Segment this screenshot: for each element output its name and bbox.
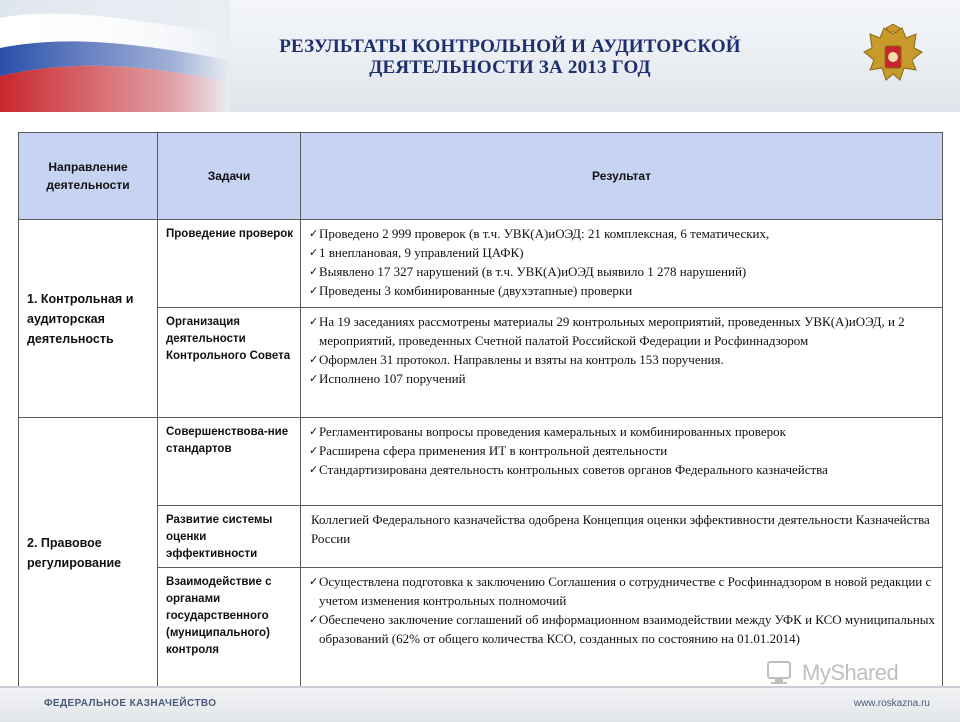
check-icon: ✓ [309, 284, 319, 297]
result-item: ✓ Обеспечено заключение соглашений об информационном взаимодействии между УФК и КСО муниципальных образований (62% от общего количества КСО, созданных по состоянию на 01.01.2014) [309, 612, 935, 646]
result-item: ✓ 1 внеплановая, 9 управлений ЦАФК) [309, 245, 524, 260]
check-icon: ✓ [309, 425, 319, 438]
eagle-emblem-icon [862, 24, 924, 92]
table-row [19, 308, 943, 418]
check-icon: ✓ [309, 575, 319, 588]
result-item: ✓ На 19 заседаниях рассмотрены материалы 29 контрольных мероприятий, проведенных УВК(А)иОЭД, и 2 мероприятий, проведенных Счетной палатой Российской Федерации и Росфиннадзором [309, 314, 905, 348]
check-icon: ✓ [309, 444, 319, 457]
result-item: ✓ Исполнено 107 поручений [309, 371, 466, 386]
check-icon: ✓ [309, 372, 319, 385]
direction-cell-1: 1. Контрольная и аудиторская деятельность [19, 220, 158, 418]
result-cell [301, 418, 943, 506]
russian-flag-icon [0, 0, 230, 112]
header-tasks: Задачи [158, 133, 301, 220]
task-cell: Проведение проверок [158, 220, 301, 308]
check-icon: ✓ [309, 463, 319, 476]
result-item: ✓ Проведено 2 999 проверок (в т.ч. УВК(А)иОЭД: 21 комплексная, 6 тематических, [309, 226, 770, 241]
result-text: Коллегией Федерального казначейства одобрена Концепция оценки эффективности деятельности Казначейства России [311, 512, 930, 546]
result-item: ✓ Регламентированы вопросы проведения камеральных и комбинированных проверок [309, 424, 786, 439]
task-cell: Совершенствова-ние стандартов [158, 418, 301, 506]
table-row [19, 220, 943, 308]
watermark-text: MyShared [802, 660, 899, 685]
check-icon: ✓ [309, 246, 319, 259]
header-direction: Направление деятельности [19, 133, 158, 220]
task-cell: Взаимодействие с органами государственного (муниципального) контроля [158, 568, 301, 688]
check-icon: ✓ [309, 265, 319, 278]
header-result: Результат [301, 133, 943, 220]
result-item: ✓ Оформлен 31 протокол. Направлены и взяты на контроль 153 поручения. [309, 352, 724, 367]
footer-website-link[interactable]: www.roskazna.ru [853, 698, 930, 709]
result-cell [301, 220, 943, 308]
result-cell [301, 506, 943, 568]
footer-bar [0, 686, 960, 722]
check-icon: ✓ [309, 613, 319, 626]
page-title-line2: ДЕЯТЕЛЬНОСТИ ЗА 2013 ГОД [369, 57, 651, 78]
result-cell [301, 308, 943, 418]
results-table [18, 132, 943, 688]
check-icon: ✓ [309, 227, 319, 240]
result-item: ✓ Стандартизирована деятельность контрольных советов органов Федерального казначейства [309, 462, 828, 477]
result-item: ✓ Проведены 3 комбинированные (двухэтапные) проверки [309, 283, 633, 298]
page-title [230, 36, 790, 78]
task-cell: Организация деятельности Контрольного Совета [158, 308, 301, 418]
task-cell: Развитие системы оценки эффективности [158, 506, 301, 568]
table-row [19, 506, 943, 568]
page-title-line1: РЕЗУЛЬТАТЫ КОНТРОЛЬНОЙ И АУДИТОРСКОЙ [279, 36, 741, 57]
result-item: ✓ Расширена сфера применения ИТ в контрольной деятельности [309, 443, 668, 458]
check-icon: ✓ [309, 353, 319, 366]
table-row [19, 418, 943, 506]
table-header-row [19, 133, 943, 220]
footer-org-name: ФЕДЕРАЛЬНОЕ КАЗНАЧЕЙСТВО [44, 698, 217, 709]
result-item: ✓ Осуществлена подготовка к заключению Соглашения о сотрудничестве с Росфиннадзором в новой редакции с учетом изменения контрольных полномочий [309, 574, 932, 608]
check-icon: ✓ [309, 315, 319, 328]
result-item: ✓ Выявлено 17 327 нарушений (в т.ч. УВК(А)иОЭД выявило 1 278 нарушений) [309, 264, 747, 279]
watermark-logo [766, 656, 926, 690]
direction-cell-2: 2. Правовое регулирование [19, 418, 158, 688]
